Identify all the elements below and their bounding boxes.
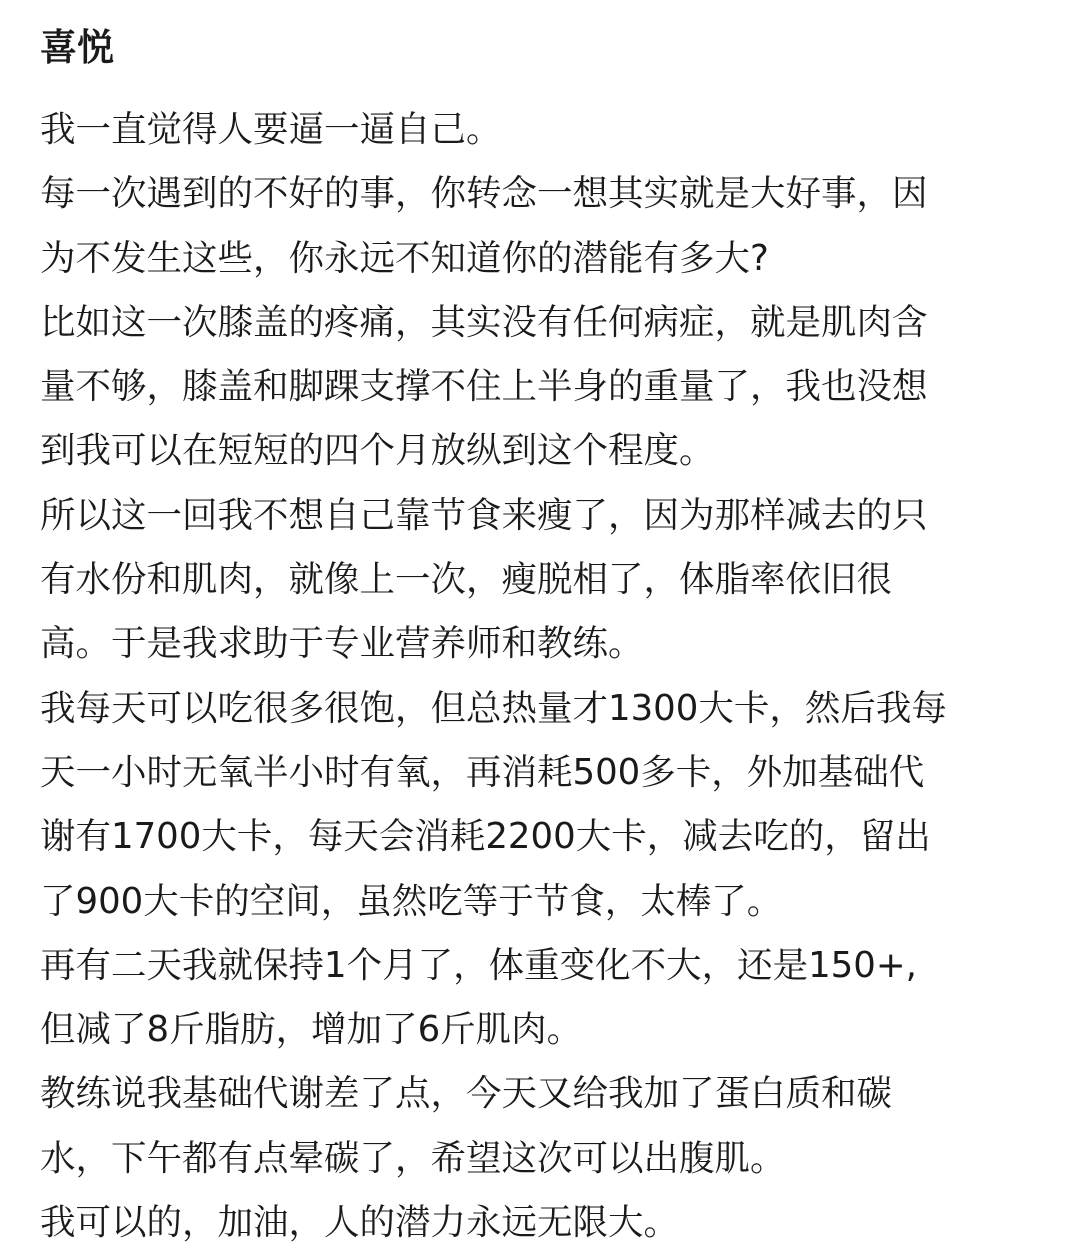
post-text-line: 我每天可以吃很多很饱，但总热量才1300大卡，然后我每: [40, 687, 947, 729]
post-text-line: 高。于是我求助于专业营养师和教练。: [40, 623, 644, 665]
post-text-line: 教练说我基础代谢差了点，今天又给我加了蛋白质和碳: [40, 1073, 893, 1115]
post-text-line: 我可以的，加油，人的潜力永远无限大。: [40, 1202, 680, 1244]
post-text-line: 到我可以在短短的四个月放纵到这个程度。: [40, 430, 715, 472]
post-text-line: 水，下午都有点晕碳了，希望这次可以出腹肌。: [40, 1137, 786, 1179]
post-text-line: 再有二天我就保持1个月了，体重变化不大，还是150+,: [40, 944, 917, 986]
post-text-line: 比如这一次膝盖的疼痛，其实没有任何病症，就是肌肉含: [40, 301, 928, 343]
post-text-line: 所以这一回我不想自己靠节食来瘦了，因为那样减去的只: [40, 494, 928, 536]
post-text-line: 了900大卡的空间，虽然吃等于节食，太棒了。: [40, 880, 783, 922]
post-text-line: 但减了8斤脂肪，增加了6斤肌肉。: [40, 1009, 583, 1051]
author-name: 喜悦: [40, 26, 114, 69]
post-text-line: 每一次遇到的不好的事，你转念一想其实就是大好事，因: [40, 173, 928, 215]
post-body: [40, 98, 1050, 1255]
post-text-line: 量不够，膝盖和脚踝支撑不住上半身的重量了，我也没想: [40, 366, 928, 408]
post-text-line: 天一小时无氧半小时有氧，再消耗500多卡，外加基础代: [40, 751, 925, 793]
post-card: [40, 22, 1050, 1255]
post-text-line: 谢有1700大卡，每天会消耗2200大卡，减去吃的，留出: [40, 816, 931, 858]
post-text-line: 为不发生这些，你永远不知道你的潜能有多大?: [40, 237, 769, 279]
post-text-line: 我一直觉得人要逼一逼自己。: [40, 109, 502, 150]
post-text-line: 有水份和肌肉，就像上一次，瘦脱相了，体脂率依旧很: [40, 559, 893, 601]
